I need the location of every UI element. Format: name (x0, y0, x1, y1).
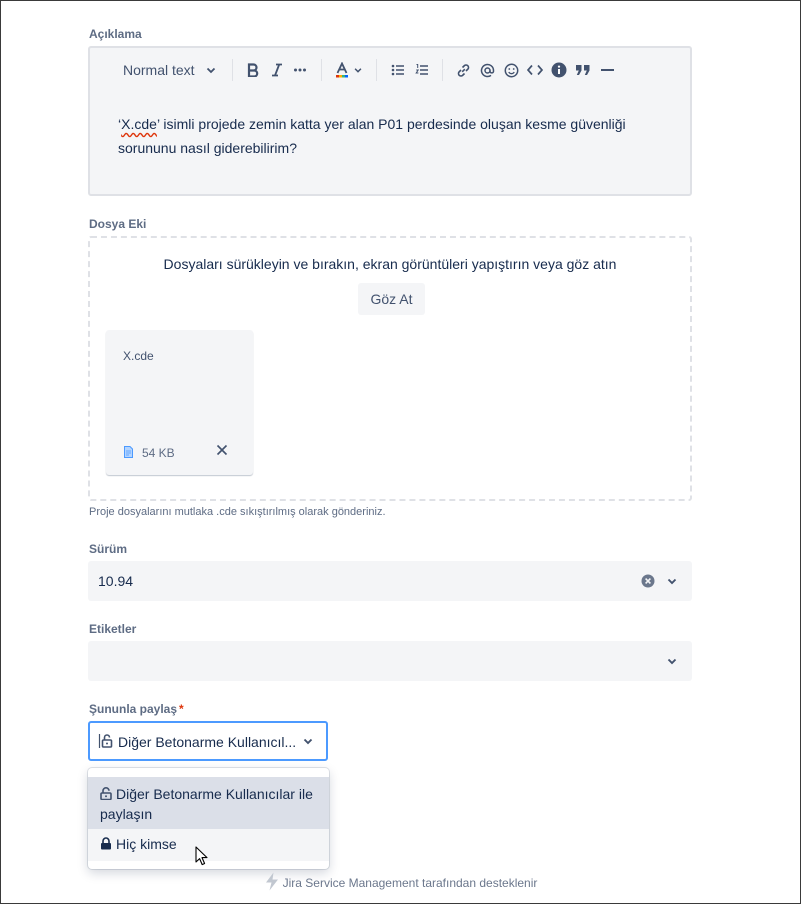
divider-button[interactable] (597, 60, 617, 80)
file-dropzone[interactable] (88, 236, 692, 501)
content-text-prefix: ‘ (118, 116, 122, 132)
attachment-filename: X.cde (123, 349, 154, 363)
clear-icon[interactable] (641, 574, 655, 588)
attachment-card[interactable] (106, 330, 253, 475)
numbered-list-button[interactable] (412, 60, 432, 80)
attachment-helper-text: Proje dosyalarını mutlaka .cde sıkıştırılmış olarak gönderiniz. (89, 506, 386, 518)
file-icon (124, 446, 133, 458)
bold-icon (246, 63, 260, 77)
dropzone-instructions: Dosyaları sürükleyin ve bırakın, ekran görüntüleri yapıştırın veya göz atın (163, 256, 617, 272)
tags-select[interactable] (88, 641, 692, 681)
share-option-others-label: Diğer Betonarme Kullanıcılar ile paylaşın (100, 786, 313, 822)
bold-button[interactable] (243, 60, 263, 80)
toolbar-separator (321, 59, 322, 81)
code-button[interactable] (525, 60, 545, 80)
chevron-down-icon[interactable] (302, 735, 314, 747)
quote-icon (575, 63, 591, 77)
tags-label: Etiketler (89, 622, 137, 636)
toolbar-separator (232, 59, 233, 81)
browse-button[interactable]: Göz At (358, 283, 425, 315)
text-style-dropdown[interactable] (123, 60, 233, 80)
link-button[interactable] (453, 60, 473, 80)
bullet-list-button[interactable] (388, 60, 408, 80)
version-value: 10.94 (98, 573, 134, 589)
version-select[interactable] (88, 561, 692, 601)
code-icon (527, 63, 543, 77)
mention-button[interactable] (477, 60, 497, 80)
bullet-list-icon (391, 63, 405, 77)
toolbar-separator (376, 59, 377, 81)
text-color-icon (334, 62, 350, 78)
unlock-icon (98, 733, 114, 749)
italic-button[interactable] (267, 60, 287, 80)
share-with-label-text: Şununla paylaş (89, 702, 178, 716)
chevron-down-icon[interactable] (666, 575, 678, 587)
chevron-down-icon (353, 65, 363, 75)
lightning-bolt-icon (264, 872, 280, 891)
toolbar-separator (442, 59, 443, 81)
link-icon (456, 63, 471, 78)
share-with-value: Diğer Betonarme Kullanıcıl... (118, 734, 296, 750)
share-option-others[interactable] (88, 777, 329, 829)
description-label: Açıklama (89, 27, 142, 41)
mouse-cursor-icon (195, 846, 209, 866)
required-mark: * (179, 702, 184, 716)
italic-icon (270, 63, 284, 77)
chevron-down-icon (205, 64, 217, 76)
unlock-icon (100, 787, 112, 800)
chevron-down-icon[interactable] (666, 655, 678, 667)
more-icon (293, 63, 307, 77)
info-panel-button[interactable] (549, 60, 569, 80)
mention-icon (480, 63, 495, 78)
editor-toolbar (90, 48, 690, 90)
attachment-size: 54 KB (142, 446, 175, 460)
lock-icon (100, 837, 112, 850)
footer (0, 872, 801, 891)
footer-text: Jira Service Management tarafından desteklenir (282, 876, 538, 890)
emoji-icon (504, 63, 519, 78)
divider-icon (600, 63, 615, 77)
text-color-button[interactable] (332, 60, 364, 80)
misspelled-word: X.cde (121, 116, 157, 132)
content-text: ’ isimli projede zemin katta yer alan P01 perdesinde oluşan kesme güvenliği sorununu nasıl giderebilirim? (118, 116, 626, 156)
share-with-select[interactable] (88, 721, 328, 761)
numbered-list-icon (415, 63, 429, 77)
description-editor[interactable] (88, 46, 692, 196)
quote-button[interactable] (573, 60, 593, 80)
emoji-button[interactable] (501, 60, 521, 80)
editor-content[interactable] (118, 112, 678, 160)
share-option-nobody-label: Hiç kimse (116, 836, 177, 852)
attachment-label: Dosya Eki (89, 217, 147, 231)
more-formatting-button[interactable] (290, 60, 310, 80)
remove-attachment-icon[interactable] (216, 444, 228, 456)
version-label: Sürüm (89, 542, 128, 556)
share-with-label (89, 702, 184, 716)
text-style-label: Normal text (123, 62, 195, 78)
info-icon (551, 62, 567, 78)
